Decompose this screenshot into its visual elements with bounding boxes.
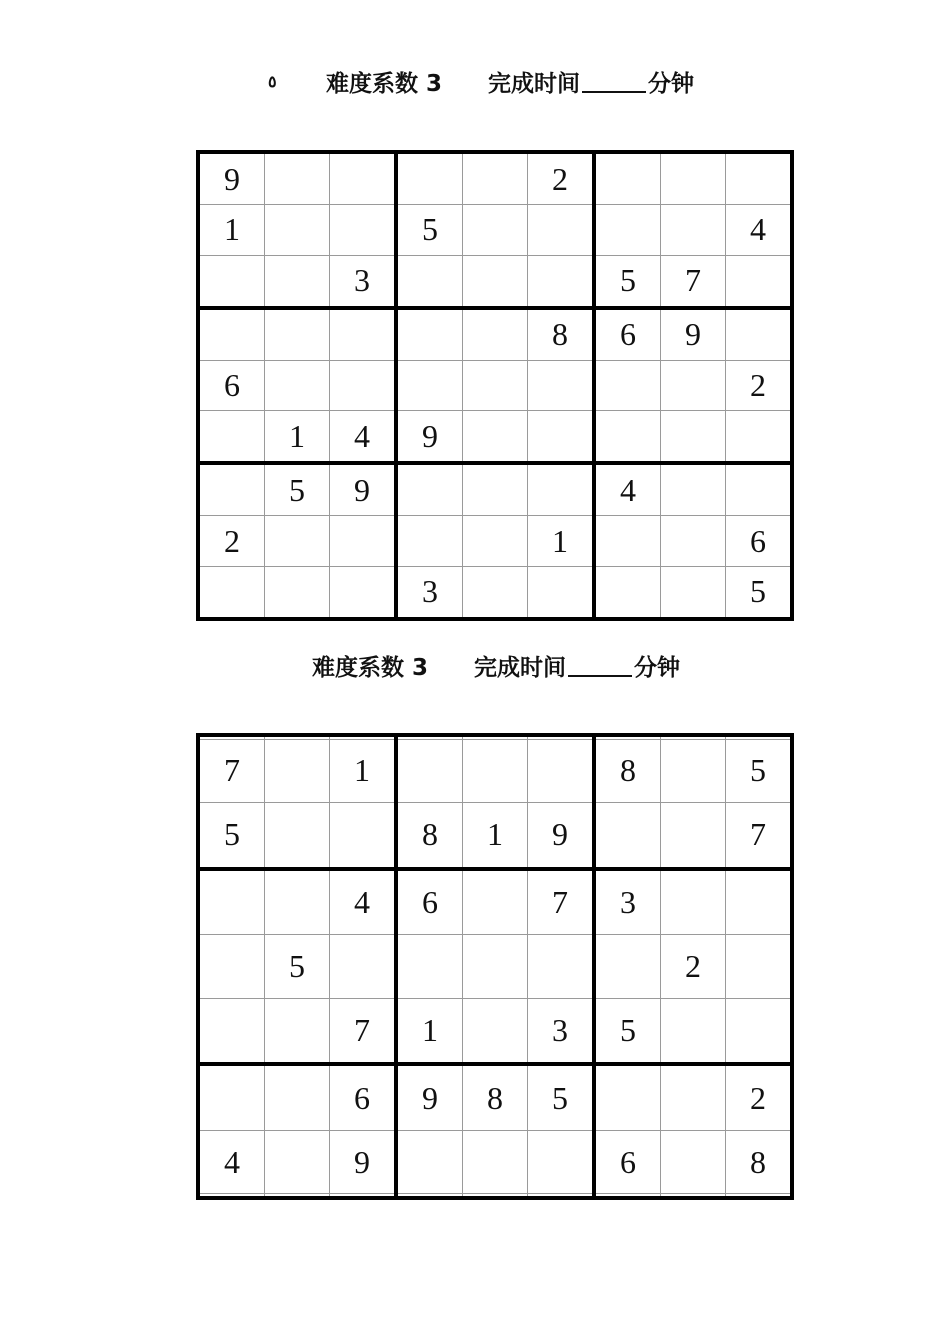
grid-row xyxy=(198,1194,792,1198)
empty-cell[interactable] xyxy=(463,516,528,567)
given-cell: 7 xyxy=(198,739,265,803)
grid-row xyxy=(198,1064,792,1130)
empty-cell[interactable] xyxy=(726,411,793,464)
grid-row xyxy=(198,411,792,464)
given-cell: 1 xyxy=(330,739,397,803)
difficulty-label: 难度系数 3 xyxy=(326,70,443,97)
grid-row xyxy=(198,516,792,567)
empty-cell[interactable] xyxy=(330,205,397,256)
empty-cell[interactable] xyxy=(594,411,661,464)
empty-cell[interactable] xyxy=(265,998,330,1064)
empty-cell[interactable] xyxy=(661,463,726,516)
empty-cell[interactable] xyxy=(726,869,793,935)
empty-cell[interactable] xyxy=(330,152,397,205)
given-cell: 8 xyxy=(594,739,661,803)
given-cell: 4 xyxy=(594,463,661,516)
page-marker: ٥ xyxy=(268,71,277,91)
given-cell: 6 xyxy=(396,869,463,935)
empty-cell[interactable] xyxy=(198,463,265,516)
empty-cell[interactable] xyxy=(265,255,330,308)
given-cell: 5 xyxy=(265,463,330,516)
empty-cell[interactable] xyxy=(661,803,726,869)
given-cell: 6 xyxy=(594,1130,661,1194)
given-cell: 9 xyxy=(528,803,595,869)
empty-cell[interactable] xyxy=(594,516,661,567)
given-cell: 8 xyxy=(463,1064,528,1130)
grid-row xyxy=(198,998,792,1064)
empty-cell[interactable] xyxy=(528,566,595,619)
empty-cell[interactable] xyxy=(463,869,528,935)
empty-cell[interactable] xyxy=(198,411,265,464)
empty-cell[interactable] xyxy=(528,1194,595,1198)
empty-cell[interactable] xyxy=(594,935,661,999)
given-cell: 5 xyxy=(396,205,463,256)
empty-cell[interactable] xyxy=(396,255,463,308)
empty-cell[interactable] xyxy=(594,1194,661,1198)
grid-row xyxy=(198,463,792,516)
empty-cell[interactable] xyxy=(463,998,528,1064)
given-cell: 2 xyxy=(198,516,265,567)
time-label: 完成时间 xyxy=(488,70,581,97)
given-cell: 4 xyxy=(198,1130,265,1194)
given-cell: 1 xyxy=(198,205,265,256)
empty-cell[interactable] xyxy=(330,308,397,361)
given-cell: 7 xyxy=(528,869,595,935)
given-cell: 1 xyxy=(528,516,595,567)
given-cell: 6 xyxy=(198,360,265,411)
empty-cell[interactable] xyxy=(661,1194,726,1198)
empty-cell[interactable] xyxy=(528,255,595,308)
empty-cell[interactable] xyxy=(265,803,330,869)
given-cell: 1 xyxy=(396,998,463,1064)
empty-cell[interactable] xyxy=(528,360,595,411)
empty-cell[interactable] xyxy=(396,1194,463,1198)
empty-cell[interactable] xyxy=(463,1194,528,1198)
grid-row xyxy=(198,803,792,869)
minutes-label: 分钟 xyxy=(634,654,681,681)
empty-cell[interactable] xyxy=(463,1130,528,1194)
empty-cell[interactable] xyxy=(265,1194,330,1198)
given-cell: 5 xyxy=(726,566,793,619)
empty-cell[interactable] xyxy=(396,152,463,205)
empty-cell[interactable] xyxy=(661,1064,726,1130)
empty-cell[interactable] xyxy=(265,516,330,567)
given-cell: 4 xyxy=(330,411,397,464)
given-cell: 9 xyxy=(396,411,463,464)
empty-cell[interactable] xyxy=(396,360,463,411)
empty-cell[interactable] xyxy=(265,205,330,256)
empty-cell[interactable] xyxy=(726,152,793,205)
grid-row xyxy=(198,935,792,999)
empty-cell[interactable] xyxy=(661,739,726,803)
empty-cell[interactable] xyxy=(265,566,330,619)
empty-cell[interactable] xyxy=(463,308,528,361)
given-cell: 1 xyxy=(265,411,330,464)
empty-cell[interactable] xyxy=(198,566,265,619)
puzzle-2-heading xyxy=(312,648,680,682)
empty-cell[interactable] xyxy=(661,1130,726,1194)
empty-cell[interactable] xyxy=(463,152,528,205)
given-cell: 1 xyxy=(463,803,528,869)
empty-cell[interactable] xyxy=(661,998,726,1064)
grid-row xyxy=(198,739,792,803)
given-cell: 2 xyxy=(661,935,726,999)
empty-cell[interactable] xyxy=(528,935,595,999)
empty-cell[interactable] xyxy=(594,152,661,205)
grid-row xyxy=(198,1130,792,1194)
empty-cell[interactable] xyxy=(198,308,265,361)
empty-cell[interactable] xyxy=(528,205,595,256)
empty-cell[interactable] xyxy=(463,463,528,516)
empty-cell[interactable] xyxy=(396,516,463,567)
empty-cell[interactable] xyxy=(198,935,265,999)
empty-cell[interactable] xyxy=(726,935,793,999)
sudoku-grid-1 xyxy=(196,150,794,621)
time-blank[interactable] xyxy=(568,653,632,677)
given-cell: 4 xyxy=(330,869,397,935)
empty-cell[interactable] xyxy=(726,463,793,516)
given-cell: 2 xyxy=(726,360,793,411)
given-cell: 9 xyxy=(330,463,397,516)
empty-cell[interactable] xyxy=(198,869,265,935)
empty-cell[interactable] xyxy=(528,463,595,516)
empty-cell[interactable] xyxy=(396,308,463,361)
empty-cell[interactable] xyxy=(463,411,528,464)
empty-cell[interactable] xyxy=(661,152,726,205)
empty-cell[interactable] xyxy=(330,516,397,567)
grid-row xyxy=(198,205,792,256)
given-cell: 7 xyxy=(726,803,793,869)
empty-cell[interactable] xyxy=(198,1064,265,1130)
given-cell: 5 xyxy=(594,255,661,308)
empty-cell[interactable] xyxy=(528,739,595,803)
empty-cell[interactable] xyxy=(463,739,528,803)
time-blank[interactable] xyxy=(582,69,646,93)
empty-cell[interactable] xyxy=(463,935,528,999)
minutes-label: 分钟 xyxy=(648,70,695,97)
empty-cell[interactable] xyxy=(463,255,528,308)
given-cell: 3 xyxy=(396,566,463,619)
given-cell: 9 xyxy=(396,1064,463,1130)
empty-cell[interactable] xyxy=(330,1194,397,1198)
empty-cell[interactable] xyxy=(396,463,463,516)
given-cell: 5 xyxy=(528,1064,595,1130)
empty-cell[interactable] xyxy=(198,998,265,1064)
given-cell: 4 xyxy=(726,205,793,256)
given-cell: 8 xyxy=(528,308,595,361)
given-cell: 7 xyxy=(661,255,726,308)
empty-cell[interactable] xyxy=(661,411,726,464)
given-cell: 6 xyxy=(726,516,793,567)
empty-cell[interactable] xyxy=(265,152,330,205)
given-cell: 3 xyxy=(330,255,397,308)
empty-cell[interactable] xyxy=(594,566,661,619)
empty-cell[interactable] xyxy=(661,205,726,256)
given-cell: 8 xyxy=(396,803,463,869)
empty-cell[interactable] xyxy=(396,739,463,803)
empty-cell[interactable] xyxy=(463,205,528,256)
empty-cell[interactable] xyxy=(265,1130,330,1194)
given-cell: 5 xyxy=(265,935,330,999)
empty-cell[interactable] xyxy=(265,360,330,411)
empty-cell[interactable] xyxy=(594,205,661,256)
empty-cell[interactable] xyxy=(265,869,330,935)
given-cell: 2 xyxy=(726,1064,793,1130)
given-cell: 5 xyxy=(594,998,661,1064)
grid-row xyxy=(198,360,792,411)
empty-cell[interactable] xyxy=(330,803,397,869)
empty-cell[interactable] xyxy=(330,566,397,619)
given-cell: 3 xyxy=(528,998,595,1064)
given-cell: 2 xyxy=(528,152,595,205)
empty-cell[interactable] xyxy=(594,360,661,411)
empty-cell[interactable] xyxy=(198,255,265,308)
given-cell: 5 xyxy=(726,739,793,803)
empty-cell[interactable] xyxy=(463,566,528,619)
empty-cell[interactable] xyxy=(726,998,793,1064)
given-cell: 9 xyxy=(330,1130,397,1194)
empty-cell[interactable] xyxy=(198,1194,265,1198)
empty-cell[interactable] xyxy=(726,1194,793,1198)
given-cell: 3 xyxy=(594,869,661,935)
given-cell: 7 xyxy=(330,998,397,1064)
empty-cell[interactable] xyxy=(528,411,595,464)
grid-row xyxy=(198,152,792,205)
sudoku-grid-2 xyxy=(196,733,794,1200)
grid-row xyxy=(198,255,792,308)
time-label: 完成时间 xyxy=(474,654,567,681)
empty-cell[interactable] xyxy=(528,1130,595,1194)
empty-cell[interactable] xyxy=(396,1130,463,1194)
empty-cell[interactable] xyxy=(265,739,330,803)
empty-cell[interactable] xyxy=(265,1064,330,1130)
grid-row xyxy=(198,869,792,935)
given-cell: 6 xyxy=(594,308,661,361)
given-cell: 9 xyxy=(198,152,265,205)
given-cell: 5 xyxy=(198,803,265,869)
given-cell: 6 xyxy=(330,1064,397,1130)
empty-cell[interactable] xyxy=(661,566,726,619)
empty-cell[interactable] xyxy=(726,308,793,361)
given-cell: 8 xyxy=(726,1130,793,1194)
empty-cell[interactable] xyxy=(661,516,726,567)
empty-cell[interactable] xyxy=(594,1064,661,1130)
grid-row xyxy=(198,566,792,619)
difficulty-label: 难度系数 3 xyxy=(312,654,429,681)
empty-cell[interactable] xyxy=(726,255,793,308)
empty-cell[interactable] xyxy=(661,360,726,411)
grid-row xyxy=(198,308,792,361)
empty-cell[interactable] xyxy=(661,869,726,935)
empty-cell[interactable] xyxy=(594,803,661,869)
empty-cell[interactable] xyxy=(330,935,397,999)
given-cell: 9 xyxy=(661,308,726,361)
empty-cell[interactable] xyxy=(330,360,397,411)
empty-cell[interactable] xyxy=(396,935,463,999)
empty-cell[interactable] xyxy=(265,308,330,361)
empty-cell[interactable] xyxy=(463,360,528,411)
puzzle-1-heading xyxy=(268,64,694,98)
